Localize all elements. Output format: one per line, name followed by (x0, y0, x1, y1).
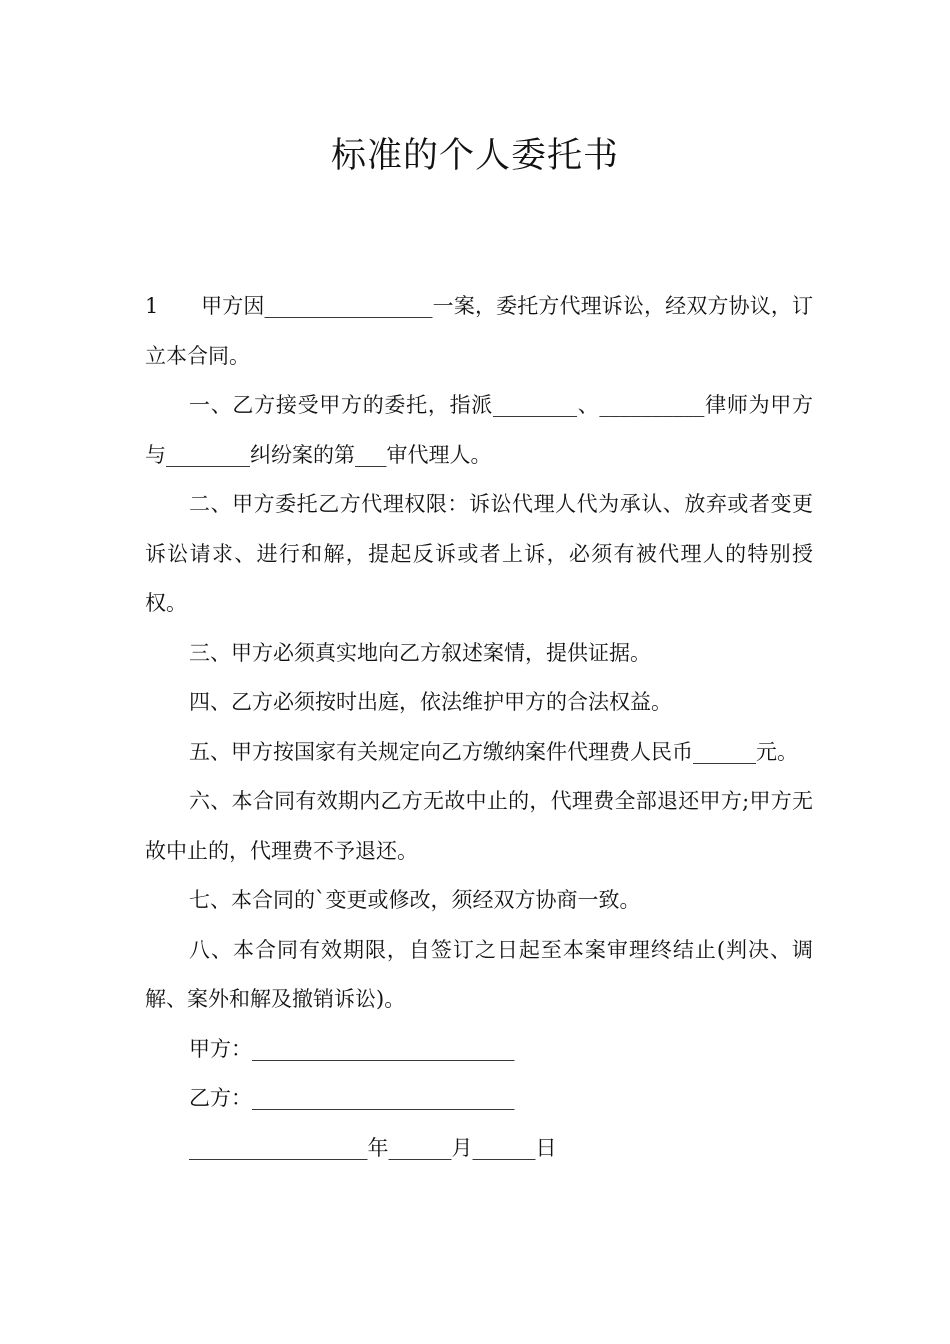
date-line: _________________年______月______日 (189, 1135, 557, 1160)
clause-5: 五、甲方按国家有关规定向乙方缴纳案件代理费人民币______元。 (189, 739, 798, 764)
clause-7: 七、本合同的`变更或修改，须经双方协商一致。 (189, 888, 641, 912)
clause-1: 一、乙方接受甲方的委托，指派________、__________律师为甲方与________纠纷案的第___审代理人。 (145, 393, 813, 467)
clause-2: 二、甲方委托乙方代理权限：诉讼代理人代为承认、放弃或者变更诉讼请求、进行和解，提起反诉或者上诉，必须有被代理人的特别授权。 (145, 492, 813, 615)
clause-8: 八、本合同有效期限，自签订之日起至本案审理终结止(判决、调解、案外和解及撤销诉讼)。 (145, 937, 813, 1011)
intro-text: 甲方因________________一案，委托方代理诉讼，经双方协议，订立本合同。 (145, 294, 813, 368)
clause-6: 六、本合同有效期内乙方无故中止的，代理费全部退还甲方;甲方无故中止的，代理费不予退还。 (145, 789, 813, 863)
intro-paragraph (145, 282, 813, 381)
party-b-signature: 乙方：_________________________ (189, 1086, 515, 1110)
clause-4: 四、乙方必须按时出庭，依法维护甲方的合法权益。 (189, 690, 672, 714)
intro-number: 1 (145, 294, 159, 318)
party-a-signature: 甲方：_________________________ (189, 1036, 515, 1061)
document-body (145, 282, 813, 1173)
document-title: 标准的个人委托书 (330, 136, 619, 176)
clause-3: 三、甲方必须真实地向乙方叙述案情，提供证据。 (189, 640, 651, 665)
